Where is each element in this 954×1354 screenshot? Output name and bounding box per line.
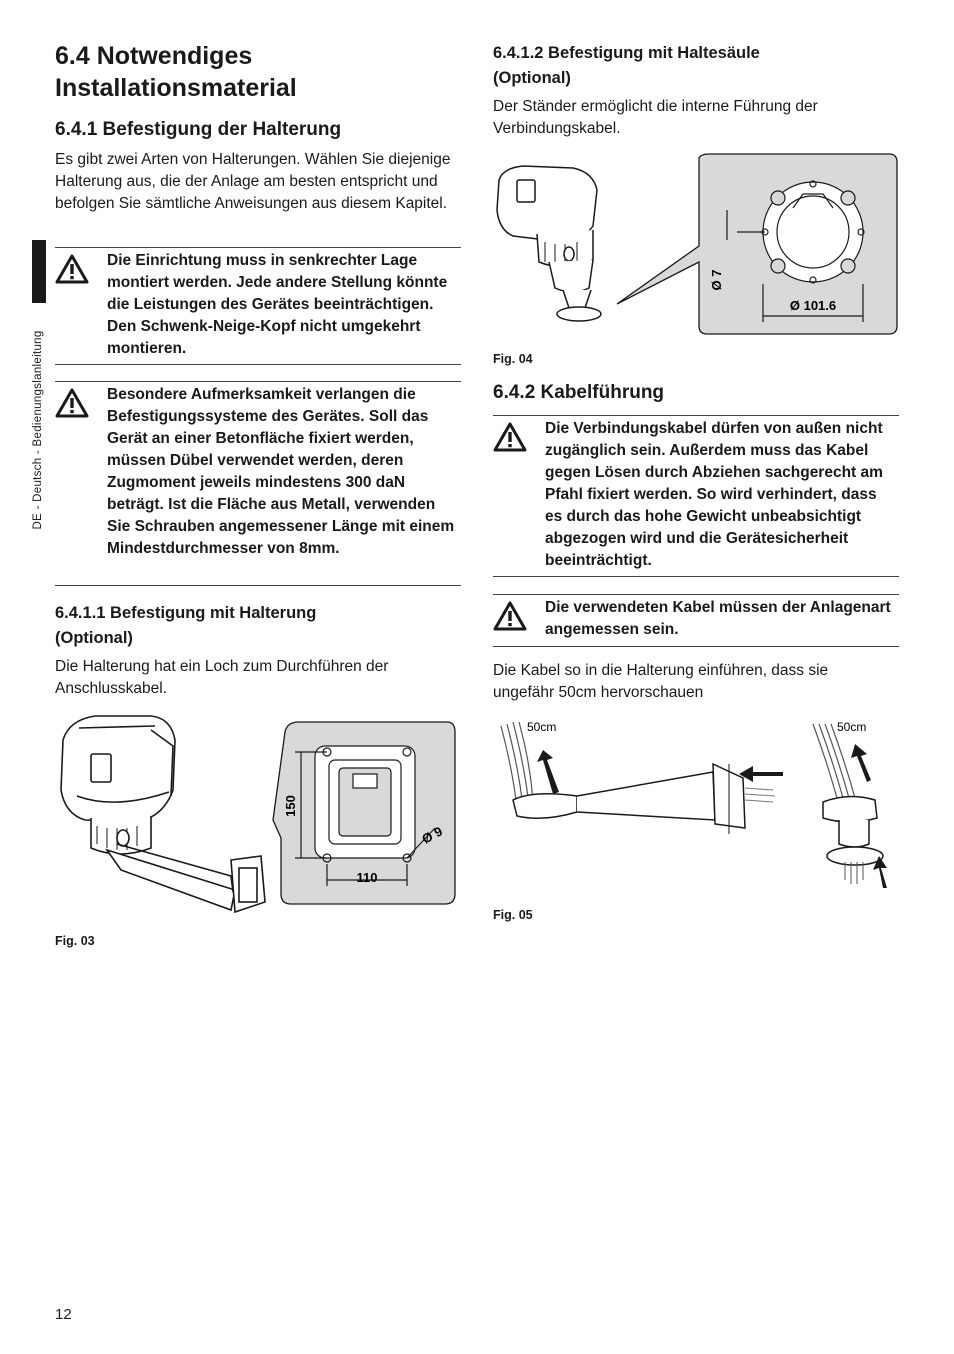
warning-icon — [55, 382, 97, 423]
section-title-line1: 6.4 Notwendiges — [55, 42, 253, 70]
warning-box-mounting — [55, 247, 461, 365]
cable-length-label-left: 50cm — [527, 720, 557, 734]
subsection-6412-title-line1: 6.4.1.2 Befestigung mit Haltesäule — [493, 44, 760, 62]
warning-icon — [55, 248, 97, 289]
camera-housing-drawing — [61, 716, 175, 854]
subsection-6412-title-line2: (Optional) — [493, 69, 571, 87]
warning-text-mounting: Die Einrichtung muss in senkrechter Lage montiert werden. Jede andere Stellung könnte die Leistungen des Gerätes beeinträchtigen. Den Schwenk-Neige-Kopf nicht umgekehrt montieren. — [107, 252, 448, 357]
left-column — [55, 40, 461, 104]
subsection-6411-title-line2: (Optional) — [55, 629, 133, 647]
camera-on-column-drawing — [497, 166, 601, 321]
dim-hole-label: Ø 7 — [709, 269, 724, 291]
figure-03-wall-bracket — [55, 710, 457, 920]
subsection-641-body: Es gibt zwei Arten von Halterungen. Wählen Sie diejenige Halterung aus, die der Anlage am besten entspricht und befolgen Sie sämtliche Anweisungen aus diesem Kapitel. — [55, 151, 451, 212]
arrow-left-icon — [739, 766, 783, 782]
bracket-arm-drawing — [107, 844, 265, 912]
figure-05-caption: Fig. 05 — [493, 908, 533, 922]
subsection-642-title: 6.4.2 Kabelführung — [493, 382, 665, 403]
subsection-6412-body: Der Ständer ermöglicht die interne Führung der Verbindungskabel. — [493, 98, 818, 137]
warning-box-fixing — [55, 381, 461, 586]
page-number: 12 — [55, 1306, 72, 1323]
warning-text-cable-type: Die verwendeten Kabel müssen der Anlagenart angemessen sein. — [545, 599, 891, 638]
section-title — [55, 40, 461, 104]
figure-05-cable-routing — [493, 712, 899, 898]
figure-04-caption: Fig. 04 — [493, 352, 533, 366]
arrow-up-left-icon — [537, 750, 559, 794]
dim-hole-label: Ø 9 — [419, 823, 445, 847]
dim-diameter-label: Ø 101.6 — [789, 298, 837, 313]
sidebar-label: DE - Deutsch - Bedienungslanleitung — [32, 330, 44, 530]
cable-length-label-right: 50cm — [837, 720, 867, 734]
subsection-6411-title — [55, 601, 461, 651]
sidebar-marker — [32, 240, 46, 303]
warning-text-fixing: Besondere Aufmerksamkeit verlangen die Befestigungssysteme des Gerätes. Soll das Gerät an einer Betonfläche fixiert werden, müssen Dübel verwendet werden, deren Zugmoment jeweils mindestens 300 daN beträgt. Ist die Fläche aus Metall, verwenden Sie Schrauben angemessener Länge mit einem Mindestdurchmesser von 8mm. — [107, 386, 455, 557]
warning-text-cables-access: Die Verbindungskabel dürfen von außen nicht zugänglich sein. Außerdem muss das Kabel gegen Lösen durch Abziehen sachgerecht am Pfahl fixiert werden. So wird verhindert, dass es durch das hohe Gewicht unbeabsichtigt abgezogen wird und die Gerätesicherheit beeinträchtigt. — [545, 420, 883, 569]
dim-height-label: 150 — [283, 795, 298, 817]
warning-icon — [493, 595, 535, 636]
figure-03-caption: Fig. 03 — [55, 934, 95, 948]
section-title-line2: Installationsmaterial — [55, 74, 297, 102]
warning-box-cable-type — [493, 594, 899, 647]
subsection-6412-title — [493, 41, 899, 91]
dim-width-label: 110 — [356, 870, 378, 885]
subsection-642-body: Die Kabel so in die Halterung einführen, dass sie ungefähr 50cm hervorschauen — [493, 662, 829, 701]
subsection-6411-body: Die Halterung hat ein Loch zum Durchführen der Anschlusskabel. — [55, 658, 389, 697]
subsection-641-title: 6.4.1 Befestigung der Halterung — [55, 119, 342, 140]
column-base-drawing — [823, 796, 883, 884]
arrow-up-right-icon — [851, 744, 871, 782]
subsection-6411-title-line1: 6.4.1.1 Befestigung mit Halterung — [55, 604, 317, 622]
warning-icon — [493, 416, 535, 457]
figure-04-column-mount — [493, 150, 899, 340]
warning-box-cables-access — [493, 415, 899, 577]
cables-right-drawing — [813, 724, 855, 798]
